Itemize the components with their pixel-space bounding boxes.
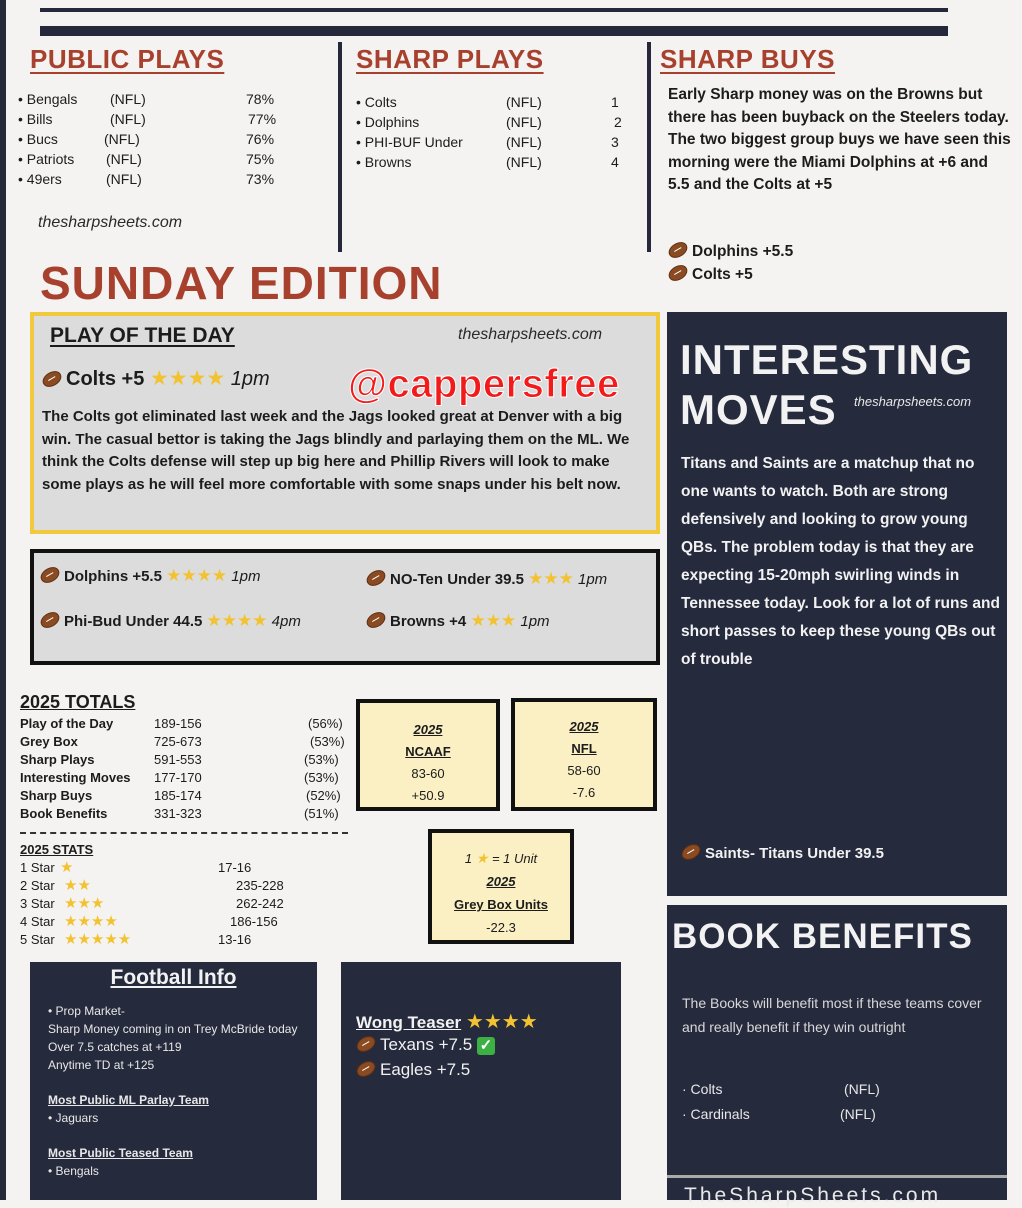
- interesting-moves-title: INTERESTING MOVES: [680, 336, 974, 433]
- football-icon: [666, 239, 690, 261]
- list-item: • PHI-BUF Under (NFL) 3: [356, 134, 619, 150]
- grey-box-units-box: 1 ★ = 1 Unit 2025 Grey Box Units -22.3: [428, 829, 574, 944]
- football-icon: [679, 841, 703, 863]
- list-item: · Cardinals (NFL): [682, 1106, 876, 1122]
- public-plays-title: PUBLIC PLAYS: [30, 44, 225, 74]
- wong-teaser-leg-1: Texans +7.5 ✓: [356, 1035, 495, 1055]
- edition-title: SUNDAY EDITION: [40, 257, 443, 309]
- sharp-buy-pick-2: Colts +5: [668, 266, 753, 284]
- star-icon: ★: [475, 850, 489, 866]
- table-row: 2 Star ★★ 235-228: [20, 877, 284, 894]
- table-row: 1 Star ★ 17-16: [20, 859, 252, 876]
- site-link[interactable]: thesharpsheets.com: [458, 326, 603, 343]
- list-item: • Bills (NFL) 77%: [18, 111, 277, 127]
- sharp-buys-text: Early Sharp money was on the Browns but there has been buyback on the Steelers today. The two biggest group buys we have seen this morning were the Miami Dolphins at +6 and 5.5 and the Colts at +5: [668, 86, 1011, 193]
- table-row: Sharp Plays 591-553 (53%): [20, 752, 339, 767]
- star-icon: ★★★: [64, 895, 105, 912]
- football-icon: [354, 1058, 378, 1080]
- star-rating-icon: ★★★★: [206, 611, 268, 630]
- footer-divider: [667, 1175, 1007, 1178]
- wong-teaser-panel: [341, 962, 621, 1200]
- play-of-day-text: The Colts got eliminated last week and the Jags looked great at Denver with a big win. The casual bettor is taking the Jags blindly and parlaying them on the ML. We think the Colts defense will step up big here and Phillip Rivers will look to make some plays as he will feel more comfortable with some snaps under his belt now.: [42, 408, 630, 493]
- football-icon: [40, 368, 64, 390]
- star-rating-icon: ★★★★: [465, 1011, 538, 1033]
- table-row: Grey Box 725-673 (53%): [20, 734, 345, 749]
- watermark: @cappersfree: [348, 362, 620, 406]
- grey-box-pick-2: NO-Ten Under 39.5 ★★★ 1pm: [366, 569, 607, 589]
- check-icon: ✓: [477, 1037, 495, 1055]
- star-rating-icon: ★★★: [470, 611, 517, 630]
- list-item: • Dolphins (NFL) 2: [356, 114, 622, 130]
- star-rating-icon: ★★★★: [166, 566, 228, 585]
- sharp-plays-title: SHARP PLAYS: [356, 44, 544, 74]
- book-benefits-list: [682, 1077, 962, 1127]
- top-rule-1: [40, 8, 948, 12]
- site-link[interactable]: thesharpsheets.com: [854, 394, 972, 409]
- grey-box-pick-3: Phi-Bud Under 44.5 ★★★★ 4pm: [40, 611, 301, 631]
- table-row: 5 Star ★★★★★ 13-16: [20, 931, 252, 948]
- grey-box-pick-4: Browns +4 ★★★ 1pm: [366, 611, 550, 631]
- ncaaf-record-box: 2025 NCAAF 83-60 +50.9: [356, 699, 500, 811]
- star-icon: ★: [60, 859, 74, 876]
- table-row: 3 Star ★★★ 262-242: [20, 895, 284, 912]
- football-icon: [38, 609, 62, 631]
- play-of-day-title: PLAY OF THE DAY: [50, 324, 235, 347]
- stats-title: 2025 STATS: [20, 842, 94, 857]
- list-item: • Colts (NFL) 1: [356, 94, 619, 110]
- divider-2: [647, 42, 651, 252]
- football-info-title: Football Info: [110, 966, 237, 989]
- sharp-plays-list: [356, 92, 636, 172]
- football-info-body: • Prop Market- Sharp Money coming in on Trey McBride today Over 7.5 catches at +119 Anytime TD at +125 Most Public ML Parlay Team • Jaguars Most Public Teased Team • Bengals: [48, 1004, 298, 1178]
- totals-table: [20, 716, 350, 824]
- star-rating-icon: ★★★★: [149, 367, 226, 390]
- list-item: • Bucs (NFL) 76%: [18, 131, 275, 147]
- public-plays-list: [18, 89, 318, 189]
- table-row: Sharp Buys 185-174 (52%): [20, 788, 341, 803]
- football-icon: [354, 1033, 378, 1055]
- book-benefits-text: The Books will benefit most if these teams cover and really benefit if they win outright: [682, 995, 982, 1035]
- sharp-buys-title: SHARP BUYS: [660, 44, 836, 74]
- grey-box-pick-1: Dolphins +5.5 ★★★★ 1pm: [40, 566, 260, 586]
- list-item: • Browns (NFL) 4: [356, 154, 619, 170]
- table-row: Book Benefits 331-323 (51%): [20, 806, 339, 821]
- sharp-buy-pick-1: Dolphins +5.5: [668, 243, 793, 261]
- play-of-day-pick: Colts +5 ★★★★ 1pm: [42, 366, 270, 391]
- totals-title: 2025 TOTALS: [20, 692, 136, 712]
- interesting-moves-pick: Saints- Titans Under 39.5: [681, 845, 884, 862]
- football-icon: [364, 609, 388, 631]
- star-icon: ★★: [64, 877, 91, 894]
- list-item: • Patriots (NFL) 75%: [18, 151, 275, 167]
- nfl-record-box: 2025 NFL 58-60 -7.6: [511, 698, 657, 811]
- football-icon: [666, 262, 690, 284]
- top-rule-2: [40, 26, 948, 36]
- football-icon: [364, 567, 388, 589]
- list-item: • 49ers (NFL) 73%: [18, 171, 275, 187]
- table-row: Interesting Moves 177-170 (53%): [20, 770, 339, 785]
- star-icon: ★★★★: [64, 913, 118, 930]
- table-row: 4 Star ★★★★ 186-156: [20, 913, 278, 930]
- star-icon: ★★★★★: [64, 931, 132, 948]
- table-row: Play of the Day 189-156 (56%): [20, 716, 343, 731]
- wong-teaser-leg-2: Eagles +7.5: [356, 1060, 470, 1080]
- dashed-divider: [20, 832, 348, 834]
- stats-table: [20, 860, 320, 950]
- star-rating-icon: ★★★: [528, 569, 574, 588]
- interesting-moves-text: Titans and Saints are a matchup that no one wants to watch. Both are strong defensively and looking to grow young QBs. The problem today is that they are expecting 15-20mph swirling winds in Tennessee today. Look for a lot of runs and short passes to keep these young QBs out of trouble: [681, 455, 1000, 668]
- football-icon: [38, 564, 62, 586]
- book-benefits-title: BOOK BENEFITS: [672, 917, 973, 956]
- site-link[interactable]: thesharpsheets.com: [38, 214, 183, 231]
- left-rule: [0, 0, 6, 1200]
- list-item: · Colts (NFL): [682, 1081, 880, 1097]
- divider-1: [338, 42, 342, 252]
- footer-site[interactable]: TheSharpSheets.com: [684, 1184, 942, 1207]
- wong-teaser-title: Wong Teaser ★★★★: [356, 1011, 538, 1033]
- list-item: • Bengals (NFL) 78%: [18, 91, 275, 107]
